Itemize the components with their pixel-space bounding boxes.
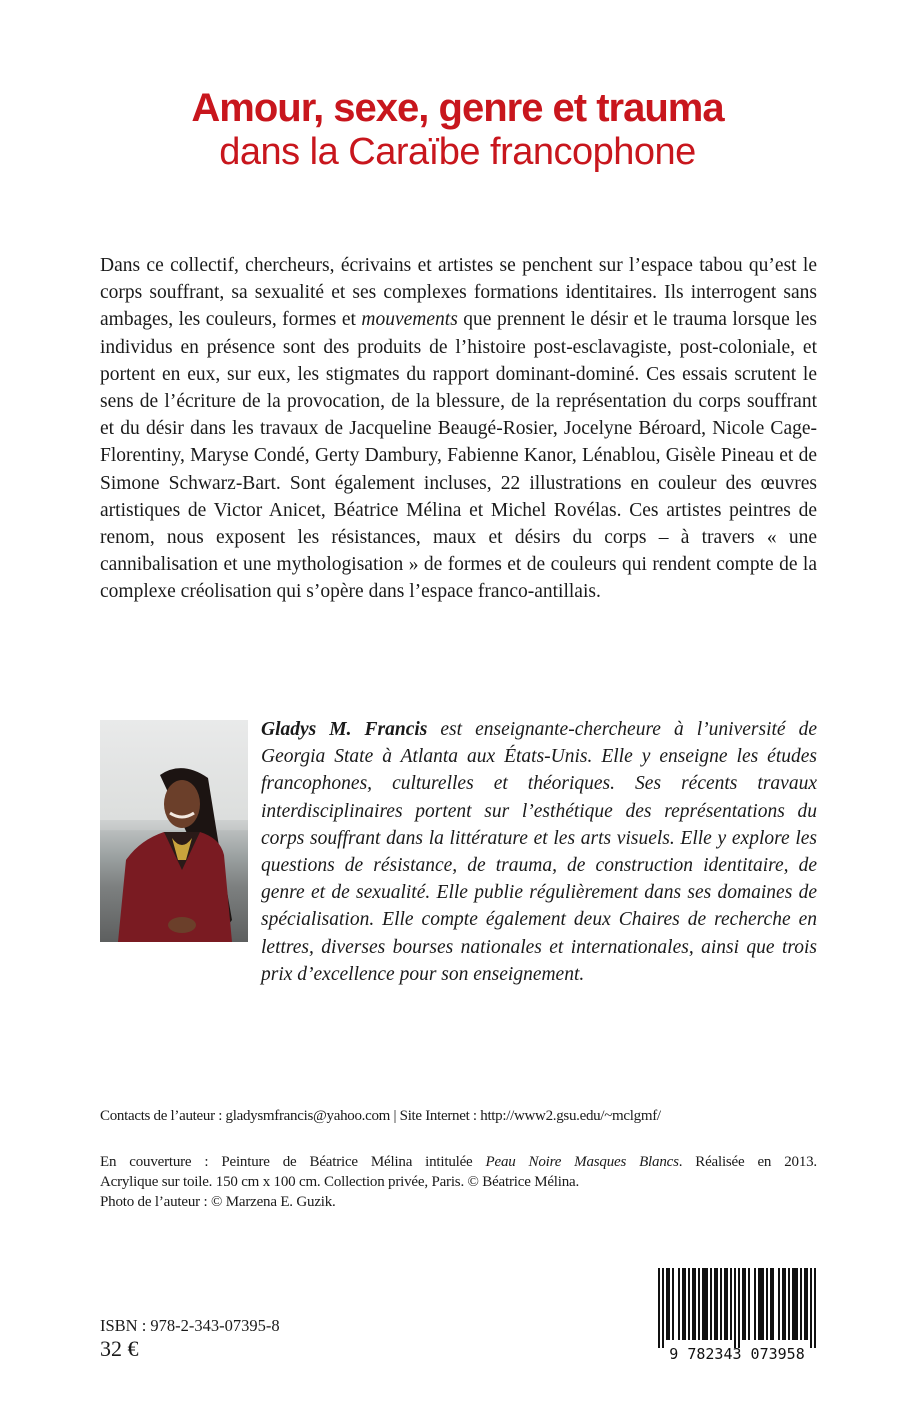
isbn: ISBN : 978-2-343-07395-8 xyxy=(100,1316,280,1335)
cover-credits xyxy=(100,1152,817,1212)
author-bio xyxy=(261,716,817,988)
summary-italic: mouvements xyxy=(361,309,458,331)
price: 32 € xyxy=(100,1336,139,1361)
barcode-icon xyxy=(654,1266,820,1362)
book-subtitle: dans la Caraïbe francophone xyxy=(219,131,696,173)
author-name: Gladys M. Francis xyxy=(261,719,428,740)
author-photo xyxy=(100,720,248,942)
book-title-block xyxy=(0,86,915,174)
barcode-digits: 9 782343 073958 xyxy=(669,1345,805,1362)
summary-text-2: que prennent le désir et le trauma lorsque les individus en présence sont des produits de l’histoire post-esclavagiste, post-coloniale, et portent en eux, sur eux, les stigmates du rapport dominant-dominé. Ces essais scrutent le sens de l’écriture de la provocation, de la blessure, de la représentation du corps souffrant et du désir dans les travaux de Jacqueline Beaugé-Rosier, Jocelyne Béroard, Nicole Cage-Florentiny, Maryse Condé, Gerty Dambury, Fabienne Kanor, Lénablou, Gisèle Pineau et de Simone Schwarz-Bart. Sont également incluses, 22 illustrations en couleur des œuvres artistiques de Victor Anicet, Béatrice Mélina et Michel Rovélas. Ces artistes peintres de renom, nous exposent les résistances, maux et désirs du corps – à travers « une cannibalisation et une mythologisation » de formes et de couleurs qui rendent compte de la complexe créolisation qui s’opère dans l’espace franco-antillais. xyxy=(100,309,817,603)
barcode xyxy=(654,1266,820,1362)
author-contacts: Contacts de l’auteur : gladysmfrancis@yahoo.com | Site Internet : http://www2.gsu.edu/~mclgmf/ xyxy=(100,1108,661,1124)
credits-line-1-prefix: En couverture : Peinture de Béatrice Mélina intitulée xyxy=(100,1154,486,1170)
book-title: Amour, sexe, genre et trauma xyxy=(191,86,724,130)
credits-line-2: Acrylique sur toile. 150 cm x 100 cm. Collection privée, Paris. © Béatrice Mélina. xyxy=(100,1174,580,1190)
credits-line-3: Photo de l’auteur : © Marzena E. Guzik. xyxy=(100,1194,336,1210)
author-portrait-image xyxy=(100,720,248,942)
credits-line-1 xyxy=(100,1152,817,1172)
summary-text-1: Dans ce collectif, chercheurs, écrivains et artistes se penchent sur l’espace tabou qu’est le corps souffrant, sa sexualité et ses complexes formations identitaires. Ils interrogent sans ambages, les couleurs, formes et xyxy=(100,255,817,331)
book-summary xyxy=(100,252,817,606)
credits-line-1-suffix: . Réalisée en 2013. xyxy=(678,1154,817,1170)
author-bio-text: est enseignante-chercheure à l’université de Georgia State à Atlanta aux États-Unis. Elle y enseigne les études francophones, culturelles et théoriques. Ses récents travaux interdisciplinaires portent sur l’esthétique des représentations du corps souffrant dans la littérature et les arts visuels. Elle y explore les questions de résistance, de trauma, de construction identitaire, de genre et de sexualité. Elle publie régulièrement dans ses domaines de spécialisation. Elle compte également deux Chaires de recherche en lettres, diverses bourses nationales et internationales, ainsi que trois prix d’excellence pour son enseignement. xyxy=(261,719,817,985)
painting-title: Peau Noire Masques Blancs xyxy=(485,1154,679,1170)
